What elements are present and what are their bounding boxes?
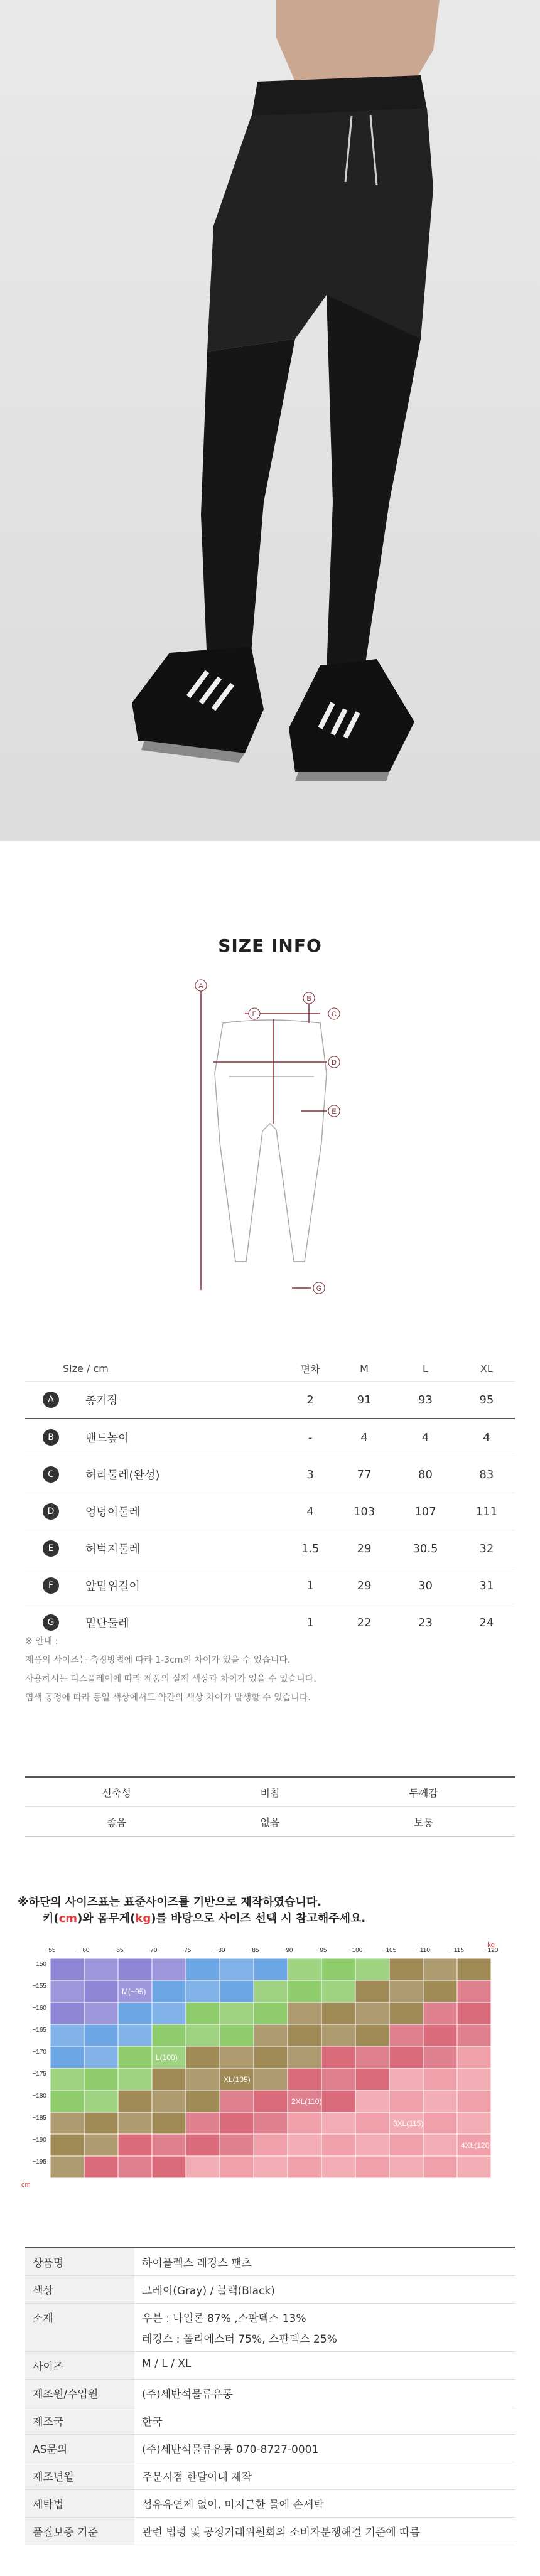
heatmap-cell [288, 2156, 321, 2178]
heatmap-cell [254, 1958, 288, 1980]
y-tick-label: ~165 [32, 2027, 46, 2034]
heatmap-cell [321, 2156, 355, 2178]
heatmap-cell [186, 2046, 220, 2068]
size-region-label: L(100) [156, 2053, 178, 2062]
measure-badge: A [43, 1392, 59, 1408]
heatmap-cell [254, 2002, 288, 2024]
heatmap-cell [50, 2134, 84, 2156]
heatmap-cell [355, 1958, 389, 1980]
heatmap-cell [457, 2156, 491, 2178]
info-value [134, 2248, 515, 2276]
size-row-letter [25, 1456, 77, 1493]
heatmap-cell [355, 2112, 389, 2134]
heatmap-cell [288, 2134, 321, 2156]
heatmap-cell [186, 2068, 220, 2090]
heatmap-cell [423, 1980, 457, 2002]
heatmap-cell [355, 2134, 389, 2156]
heatmap-cell [50, 2068, 84, 2090]
info-key: 사이즈 [25, 2352, 134, 2380]
x-tick-label: ~95 [316, 1947, 327, 1954]
info-value-line: 레깅스 : 폴리에스터 75%, 스판덱스 25% [142, 2333, 337, 2346]
header-l: L [423, 1362, 428, 1375]
heatmap-cell [84, 1980, 118, 2002]
heatmap-cell [389, 2046, 423, 2068]
heatmap-cell [152, 2156, 186, 2178]
heatmap-cell [84, 2134, 118, 2156]
heatmap-cell [457, 2002, 491, 2024]
heatmap-cell [118, 2112, 152, 2134]
size-row-name: 엉덩이둘레 [77, 1493, 284, 1530]
info-value [134, 2304, 515, 2352]
info-row [25, 2352, 515, 2380]
heatmap-cell [50, 2156, 84, 2178]
info-value-line: 하이플렉스 레깅스 팬츠 [142, 2257, 252, 2270]
measurement-diagram [176, 967, 364, 1318]
size-row-l: 107 [392, 1493, 458, 1530]
heatmap-cell [254, 2090, 288, 2112]
heatmap-cell [389, 2068, 423, 2090]
heatmap-cell [186, 1958, 220, 1980]
info-key: 품질보증 기준 [25, 2518, 134, 2545]
measure-badge: C [43, 1466, 59, 1483]
y-tick-label: ~185 [32, 2115, 46, 2122]
size-row-dev: 1 [284, 1567, 336, 1604]
info-value [134, 2352, 515, 2380]
measure-badge: B [43, 1429, 59, 1446]
size-row-dev: 1 [284, 1604, 336, 1641]
texture-header-thickness: 두께감 [332, 1777, 515, 1807]
heatmap-cell [220, 2112, 254, 2134]
heatmap-cell [321, 1980, 355, 2002]
heatmap-cell [254, 2134, 288, 2156]
heatmap-cell [288, 2024, 321, 2046]
heatmap-cell [423, 2068, 457, 2090]
texture-header-stretch: 신축성 [25, 1777, 208, 1807]
heatmap-cell [457, 2068, 491, 2090]
info-value-line: 한국 [142, 2416, 163, 2428]
size-row-name: 허리둘레(완성) [77, 1456, 284, 1493]
info-value [134, 2518, 515, 2545]
heatmap-cell [254, 2112, 288, 2134]
heatmap-cell [186, 2112, 220, 2134]
guide-line-1: ※하단의 사이즈표는 표준사이즈를 기반으로 제작하였습니다. [18, 1896, 322, 1909]
heatmap-cell [152, 2134, 186, 2156]
texture-value-sheer: 없음 [208, 1807, 332, 1837]
heatmap-cell [152, 2090, 186, 2112]
heatmap-cell [186, 2090, 220, 2112]
texture-header-sheer: 비침 [208, 1777, 332, 1807]
info-row [25, 2462, 515, 2490]
size-row [25, 1567, 515, 1604]
heatmap-cell [84, 2068, 118, 2090]
notice-line: 사용하시는 디스플레이에 따라 제품의 실제 색상과 차이가 있을 수 있습니다. [25, 1674, 316, 1684]
y-tick-label: ~180 [32, 2093, 46, 2100]
notice [25, 1632, 515, 1707]
heatmap-cell [355, 2002, 389, 2024]
info-value-line: 섬유유연제 없이, 미지근한 물에 손세탁 [142, 2499, 324, 2511]
heatmap-cell [186, 2156, 220, 2178]
info-value [134, 2407, 515, 2435]
y-tick-label: ~155 [32, 1983, 46, 1990]
heatmap-cell [321, 2046, 355, 2068]
diagram-label-f: F [252, 1011, 257, 1018]
heatmap-cell [152, 2024, 186, 2046]
heatmap-cell [50, 2002, 84, 2024]
texture-value-stretch: 좋음 [25, 1807, 208, 1837]
size-row-dev: 4 [284, 1493, 336, 1530]
heatmap-cell [152, 2068, 186, 2090]
size-row-m: 103 [336, 1493, 392, 1530]
x-tick-label: ~80 [214, 1947, 225, 1954]
y-tick-label: ~195 [32, 2159, 46, 2165]
size-region-label: XL(105) [224, 2075, 251, 2084]
heatmap-cell [457, 2090, 491, 2112]
x-tick-label: ~75 [180, 1947, 192, 1954]
diagram-label-g: G [316, 1285, 322, 1292]
heatmap-cell [152, 2112, 186, 2134]
size-row [25, 1382, 515, 1419]
heatmap-cell [118, 2002, 152, 2024]
size-row-l: 23 [392, 1604, 458, 1641]
heatmap-cell [220, 2046, 254, 2068]
size-region-label: 2XL(110) [291, 2097, 322, 2106]
heatmap-cell [288, 1980, 321, 2002]
heatmap-cell [50, 2046, 84, 2068]
size-row [25, 1530, 515, 1567]
heatmap-cell [118, 1958, 152, 1980]
size-row-m: 91 [336, 1382, 392, 1419]
x-tick-label: ~110 [416, 1947, 430, 1954]
y-tick-label: ~170 [32, 2049, 46, 2056]
heatmap-cell [152, 1980, 186, 2002]
heatmap-cell [355, 1980, 389, 2002]
size-row-m: 77 [336, 1456, 392, 1493]
size-row-dev: - [284, 1419, 336, 1456]
size-row-xl: 4 [458, 1419, 515, 1456]
size-heatmap [15, 1940, 525, 2191]
size-row-name: 총기장 [77, 1382, 284, 1419]
heatmap-cell [389, 1980, 423, 2002]
heatmap-cell [457, 2112, 491, 2134]
y-tick-label: 150 [36, 1961, 46, 1968]
heatmap-cell [423, 2046, 457, 2068]
info-value-line: (주)세반석물류유통 070-8727-0001 [142, 2444, 319, 2456]
heatmap-cell [288, 2002, 321, 2024]
size-region-label: 3XL(115) [393, 2119, 424, 2128]
heatmap-cell [355, 2024, 389, 2046]
heatmap-cell [321, 2068, 355, 2090]
heatmap-cell [355, 2090, 389, 2112]
heatmap-cell [254, 2068, 288, 2090]
notice-line: 염색 공정에 따라 동일 색상에서도 약간의 색상 차이가 발생할 수 있습니다. [25, 1693, 311, 1703]
size-row-xl: 111 [458, 1493, 515, 1530]
heatmap-cell [288, 2112, 321, 2134]
info-value-line: 관련 법령 및 공정거래위원회의 소비자분쟁해결 기준에 따름 [142, 2526, 420, 2539]
x-tick-label: ~70 [146, 1947, 158, 1954]
x-tick-label: ~65 [112, 1947, 124, 1954]
size-row-xl: 83 [458, 1456, 515, 1493]
heatmap-cell [254, 2046, 288, 2068]
heatmap-cell [423, 2002, 457, 2024]
heatmap-cell [321, 1958, 355, 1980]
header-xl: XL [480, 1362, 493, 1375]
heatmap-cell [50, 1980, 84, 2002]
info-row [25, 2304, 515, 2352]
info-key: 세탁법 [25, 2490, 134, 2518]
size-row-l: 30 [392, 1567, 458, 1604]
x-unit-label: kg [487, 1941, 495, 1949]
heatmap-cell [457, 1958, 491, 1980]
heatmap-cell [321, 2112, 355, 2134]
size-table [25, 1356, 515, 1641]
diagram-label-b: B [306, 995, 311, 1002]
guide-line-2 [18, 1911, 522, 1927]
info-value [134, 2462, 515, 2490]
diagram-label-c: C [332, 1011, 337, 1018]
heatmap-cell [423, 2024, 457, 2046]
info-value-line: 주문시점 한달이내 제작 [142, 2471, 252, 2484]
info-key: 제조원/수입원 [25, 2380, 134, 2407]
heatmap-cell [186, 2024, 220, 2046]
x-tick-label: ~85 [248, 1947, 259, 1954]
heatmap-cell [50, 2090, 84, 2112]
size-row [25, 1456, 515, 1493]
product-photo [0, 0, 540, 841]
size-row-letter [25, 1530, 77, 1567]
heatmap-cell [321, 2090, 355, 2112]
size-row-xl: 31 [458, 1567, 515, 1604]
measure-badge: F [43, 1577, 59, 1594]
heatmap-cell [118, 2090, 152, 2112]
heatmap-cell [423, 2090, 457, 2112]
info-key: 제조국 [25, 2407, 134, 2435]
size-row-m: 29 [336, 1567, 392, 1604]
size-row-letter [25, 1493, 77, 1530]
size-row-xl: 24 [458, 1604, 515, 1641]
heatmap-cell [50, 2024, 84, 2046]
size-row-l: 80 [392, 1456, 458, 1493]
heatmap-cell [220, 2156, 254, 2178]
size-row-m: 4 [336, 1419, 392, 1456]
measure-badge: G [43, 1614, 59, 1631]
y-tick-label: ~160 [32, 2005, 46, 2012]
measure-badge: E [43, 1540, 59, 1557]
heatmap-cell [457, 2024, 491, 2046]
x-tick-label: ~120 [483, 1947, 499, 1954]
info-row [25, 2380, 515, 2407]
size-info-title: SIZE INFO [218, 935, 322, 956]
info-row [25, 2248, 515, 2276]
info-row [25, 2435, 515, 2462]
info-value [134, 2490, 515, 2518]
texture-value-thickness: 보통 [332, 1807, 515, 1837]
heatmap-cell [152, 2002, 186, 2024]
heatmap-cell [389, 1958, 423, 1980]
x-tick-label: ~90 [282, 1947, 293, 1954]
heatmap-cell [389, 2090, 423, 2112]
diagram-label-d: D [332, 1059, 337, 1066]
size-guide-note [18, 1894, 522, 1927]
diagram-label-a: A [198, 982, 203, 990]
heatmap-cell [220, 2090, 254, 2112]
info-key: 제조년월 [25, 2462, 134, 2490]
info-value-line: 그레이(Gray) / 블랙(Black) [142, 2285, 275, 2297]
diagram-label-e: E [332, 1108, 337, 1115]
heatmap-cell [84, 2156, 118, 2178]
size-row-name: 허벅지둘레 [77, 1530, 284, 1567]
info-key: 소재 [25, 2304, 134, 2352]
heatmap-cell [220, 1980, 254, 2002]
heatmap-cell [457, 1980, 491, 2002]
heatmap-cell [118, 2134, 152, 2156]
heatmap-cell [389, 2156, 423, 2178]
size-row-letter [25, 1419, 77, 1456]
header-m: M [360, 1362, 369, 1375]
heatmap-cell [220, 1958, 254, 1980]
heatmap-cell [254, 1980, 288, 2002]
size-row [25, 1493, 515, 1530]
size-row-m: 22 [336, 1604, 392, 1641]
heatmap-cell [321, 2002, 355, 2024]
heatmap-cell [288, 2068, 321, 2090]
heatmap-cell [118, 2068, 152, 2090]
size-row-name: 밴드높이 [77, 1419, 284, 1456]
heatmap-cell [389, 2134, 423, 2156]
info-value-line: (주)세반석물류유통 [142, 2388, 233, 2401]
guide-text: )와 몸무게( [77, 1912, 136, 1925]
guide-text: )를 바탕으로 사이즈 선택 시 참고해주세요. [151, 1912, 366, 1925]
x-tick-label: ~100 [348, 1947, 363, 1954]
heatmap-cell [50, 2112, 84, 2134]
guide-text: 키( [43, 1912, 59, 1925]
heatmap-cell [84, 2112, 118, 2134]
size-row-letter [25, 1382, 77, 1419]
heatmap-cell [84, 2002, 118, 2024]
size-row-l: 4 [392, 1419, 458, 1456]
size-row-name: 앞밑위길이 [77, 1567, 284, 1604]
heatmap-cell [423, 2134, 457, 2156]
heatmap-cell [118, 2024, 152, 2046]
size-row-l: 93 [392, 1382, 458, 1419]
size-row [25, 1419, 515, 1456]
header-deviation: 편차 [300, 1363, 320, 1375]
size-row-dev: 2 [284, 1382, 336, 1419]
size-row-l: 30.5 [392, 1530, 458, 1567]
size-row-letter [25, 1567, 77, 1604]
heatmap-cell [321, 2134, 355, 2156]
size-region-label: 4XL(120~) [461, 2141, 497, 2150]
heatmap-cell [118, 2046, 152, 2068]
info-value-line: 우븐 : 나일론 87% ,스판덱스 13% [142, 2312, 306, 2325]
heatmap-cell [423, 1958, 457, 1980]
product-info-table [25, 2247, 515, 2545]
heatmap-cell [220, 2024, 254, 2046]
size-row-dev: 3 [284, 1456, 336, 1493]
x-tick-label: ~60 [78, 1947, 90, 1954]
size-row-name: 밑단둘레 [77, 1604, 284, 1641]
heatmap-cell [355, 2046, 389, 2068]
notice-line: 제품의 사이즈는 측정방법에 따라 1-3cm의 차이가 있을 수 있습니다. [25, 1655, 291, 1665]
heatmap-cell [84, 1958, 118, 1980]
measure-badge: D [43, 1503, 59, 1520]
heatmap-cell [288, 1958, 321, 1980]
size-row-xl: 95 [458, 1382, 515, 1419]
heatmap-cell [220, 2002, 254, 2024]
heatmap-cell [423, 2156, 457, 2178]
info-row [25, 2518, 515, 2545]
size-row-dev: 1.5 [284, 1530, 336, 1567]
heatmap-cell [186, 1980, 220, 2002]
heatmap-cell [118, 2156, 152, 2178]
heatmap-cell [321, 2024, 355, 2046]
info-row [25, 2490, 515, 2518]
heatmap-cell [84, 2090, 118, 2112]
heatmap-cell [254, 2156, 288, 2178]
heatmap-cell [355, 2068, 389, 2090]
heatmap-cell [186, 2002, 220, 2024]
y-tick-label: ~175 [32, 2071, 46, 2078]
size-row-xl: 32 [458, 1530, 515, 1567]
info-row [25, 2407, 515, 2435]
heatmap-cell [389, 2024, 423, 2046]
heatmap-cell [84, 2046, 118, 2068]
x-tick-label: ~115 [450, 1947, 464, 1954]
heatmap-cell [457, 2046, 491, 2068]
size-region-label: M(~95) [122, 1987, 146, 1996]
y-tick-label: ~190 [32, 2137, 46, 2144]
heatmap-cell [355, 2156, 389, 2178]
model-illustration [0, 0, 540, 841]
x-tick-label: ~55 [45, 1947, 56, 1954]
texture-table [25, 1776, 515, 1837]
heatmap-cell [84, 2024, 118, 2046]
x-tick-label: ~105 [382, 1947, 397, 1954]
info-key: AS문의 [25, 2435, 134, 2462]
size-row-m: 29 [336, 1530, 392, 1567]
guide-kg: kg [135, 1912, 151, 1925]
heatmap-cell [389, 2002, 423, 2024]
info-value [134, 2380, 515, 2407]
info-value-line: M / L / XL [142, 2358, 192, 2370]
size-table-header [25, 1356, 515, 1382]
info-value [134, 2276, 515, 2304]
guide-cm: cm [58, 1912, 78, 1925]
info-key: 상품명 [25, 2248, 134, 2276]
info-value [134, 2435, 515, 2462]
heatmap-cell [220, 2134, 254, 2156]
heatmap-cell [288, 2046, 321, 2068]
header-size: Size / cm [63, 1362, 109, 1375]
notice-title: ※ 안내 : [25, 1636, 58, 1646]
heatmap-cell [254, 2024, 288, 2046]
heatmap-cell [152, 1958, 186, 1980]
info-key: 색상 [25, 2276, 134, 2304]
y-unit-label: cm [21, 2181, 31, 2189]
heatmap-cell [50, 1958, 84, 1980]
heatmap-cell [423, 2112, 457, 2134]
heatmap-cell [186, 2134, 220, 2156]
info-row [25, 2276, 515, 2304]
